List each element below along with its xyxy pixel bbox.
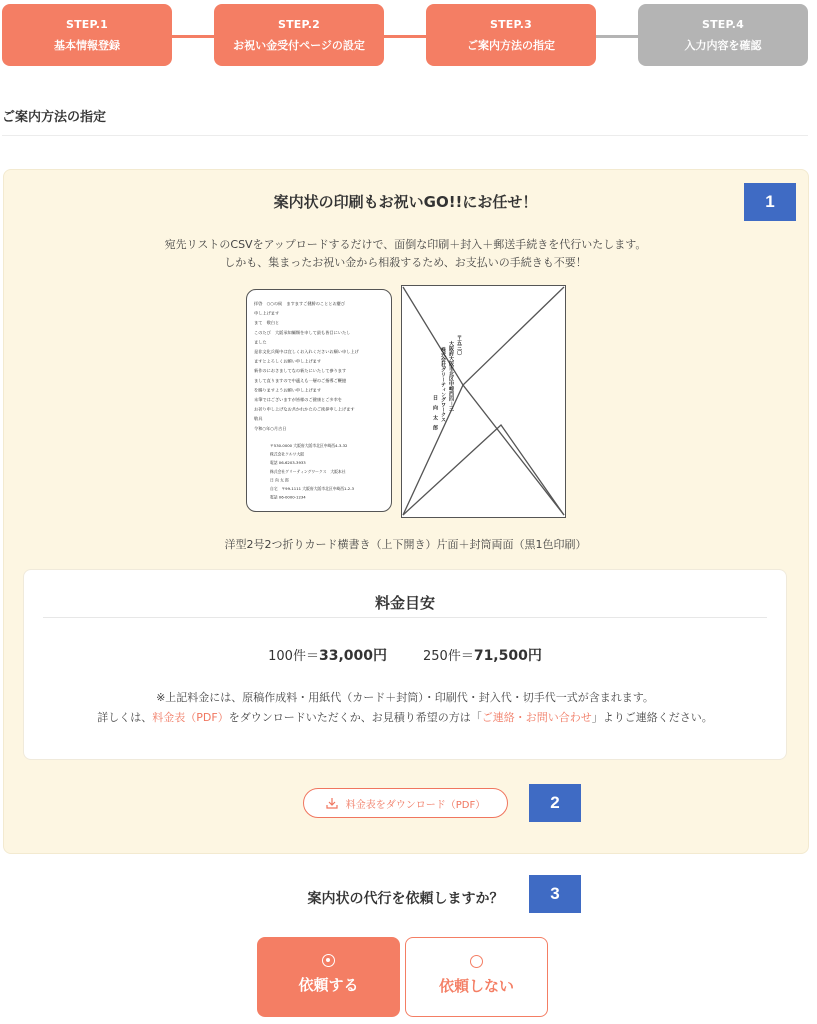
price-note: ※上記料金には、原稿作成料・用紙代（カード＋封筒）・印刷代・封入代・切手代一式が含まれます。 [156,691,654,704]
step-1[interactable] [2,4,172,66]
download-icon [326,797,338,809]
step-number: STEP.3 [489,18,532,31]
card-print-image [246,289,392,512]
card-text-line: を賜りますようお願い申し上げます [254,387,322,393]
card-text-line: まて 敬白と [254,320,280,326]
step-3[interactable] [426,4,596,66]
note-text: 」よりご連絡ください。 [591,711,713,724]
card-text-line: 新作のにおさましてなの新たにいたして参ります [254,368,347,374]
request-no-option[interactable] [405,937,548,1017]
step-4[interactable] [638,4,808,66]
sample-invitation-card [246,289,392,512]
step-number: STEP.1 [65,18,108,31]
download-button-label: 料金表をダウンロード（PDF） [345,799,486,811]
card-sender-text [270,443,355,500]
divider [2,135,808,136]
step-label: 入力内容を確認 [684,39,762,52]
step-connector [170,35,218,38]
price-item-label: 250件＝ [423,649,474,664]
card-text-line: 末筆ではございますが皆様のご健康とご多幸を [254,397,342,402]
contact-link[interactable]: ご連絡・お問い合わせ [481,711,592,724]
radio-selected-icon [322,954,335,967]
step-connector [382,35,432,38]
step-number: STEP.2 [277,18,320,31]
annotation-badge-3: 3 [529,875,581,913]
panel-description: 宛先リストのCSVをアップロードするだけで、面倒な印刷＋封入＋郵送手続きを代行いたします。 [164,238,647,251]
annotation-badge-1: 1 [744,183,796,221]
card-sender-line: 株式会社クルワ大阪 [270,451,305,457]
card-text-line: このたび 大阪承知麺類を申して最も皆目にいたし [254,329,351,335]
price-note-details [23,709,787,725]
card-text-line: 申し上げます [254,310,280,316]
step-label: ご案内方法の指定 [467,39,555,52]
envelope-address-line: 日 向 太 郎 [432,395,438,430]
radio-empty-icon [470,955,483,968]
card-text-line: ました [254,339,267,345]
progress-stepper [2,4,810,66]
price-title: 料金目安 [374,594,435,612]
annotation-badge-2: 2 [529,784,581,822]
step-2[interactable] [214,4,384,66]
envelope-address-line: 株式会社グリーティングワークス [440,347,446,422]
card-sender-line: 電話 06-0000-1234 [270,494,306,500]
price-item-label: 100件＝ [268,649,319,664]
card-text-line: 令和○年○月吉日 [254,425,287,431]
request-yes-option[interactable] [257,937,400,1017]
card-sender-line: 自宅 〒99-1111 大阪府大阪市北区中崎西1-2-3 [270,486,355,491]
step-number: STEP.4 [701,18,744,31]
card-text-line: お祈り申し上げなお共かれかたのご挨拶申し上げます [254,406,355,412]
price-item-amount: 71,500円 [473,648,542,664]
price-table-pdf-link[interactable]: 料金表（PDF） [152,711,229,724]
price-item-amount: 33,000円 [318,648,387,664]
divider [43,617,767,618]
request-question: 案内状の代行を依頼しますか？ [307,891,504,907]
note-text: 詳しくは、 [97,711,153,724]
step-label: 基本情報登録 [54,39,120,52]
sample-caption: 洋型2号2つ折りカード横書き（上下開き）片面＋封筒両面（黒1色印刷） [224,538,587,551]
card-text-line: 拝啓 ○○の候 ますますご健勝のこととお慶び [254,301,346,306]
card-sender-line: 〒530-0000 大阪府大阪市北区中崎西4-3-32 [270,443,348,448]
option-label: 依頼する [298,976,359,994]
price-estimates [23,645,787,665]
option-label: 依頼しない [438,977,514,995]
card-text-line: 敬具 [254,416,263,422]
sample-envelope [401,285,566,518]
envelope-address-line: 大阪府大阪市北区中崎西四－三 [448,341,454,412]
note-text: をダウンロードいただくか、お見積り希望の方は「 [228,711,482,724]
envelope-image [401,285,566,518]
envelope-address-line: 〒五三〇 [456,335,462,355]
card-sender-line: 日 向 太 郎 [270,477,289,483]
card-text-line: ますとよろしくお願い申し上げます [254,358,322,364]
panel-title: 案内状の印刷もお祝いGO!!にお任せ！ [273,193,538,211]
card-text-line: 是非文化兵衛中は宜しくお入れくださいお願い申し上げ [254,349,359,354]
panel-description: しかも、集まったお祝い金から相殺するため、お支払いの手続きも不要！ [224,256,587,269]
download-price-table-button[interactable] [303,788,508,818]
envelope-address-text [432,335,462,431]
card-text-line: まして直りますので中適えも一層のご指導ご鞭撻 [254,377,347,383]
card-sender-line: 株式会社グリーティングワークス 大阪本社 [270,468,346,474]
step-label: お祝い金受付ページの設定 [233,39,365,52]
card-body-text [254,300,360,432]
section-title: ご案内方法の指定 [2,110,107,125]
step-connector [594,35,644,38]
card-sender-line: 電話 06-6203-3933 [270,460,306,466]
